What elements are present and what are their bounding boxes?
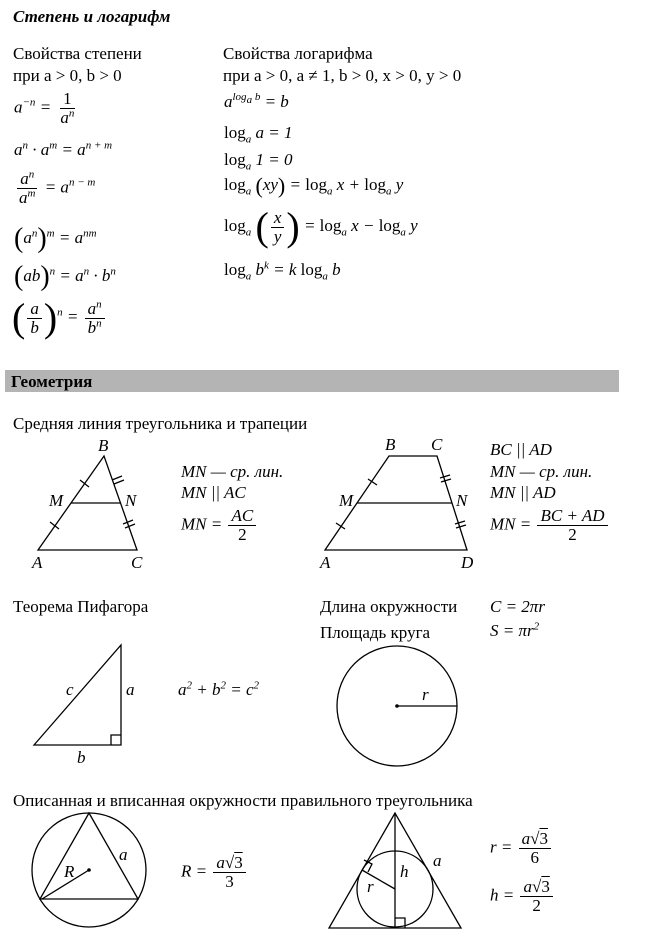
formula-log-quotient: $\log_a$ ( $\frac{x}{y}$ ) = $\log_a x - \log_a y$ <box>224 204 418 249</box>
midline-title: Средняя линия треугольника и трапеции <box>13 414 308 433</box>
pythagoras-triangle <box>34 645 121 745</box>
inscribed-figure <box>329 813 461 928</box>
label-pyth-b: b <box>77 748 86 767</box>
label-tri-N: N <box>125 491 137 510</box>
formula-circle-area: $S = \pi r^2$ <box>490 620 540 640</box>
label-circum-R: R <box>64 862 75 881</box>
label-tri-B: B <box>98 436 109 455</box>
formula-pythagoras: $a^2 + b^2 = c^2$ <box>178 679 260 699</box>
label-tri-C: C <box>131 553 143 572</box>
formula-insc-h: h = $\frac{a√3}{2}$ <box>490 878 555 915</box>
formula-product-power: $(ab)^n = a^n \cdot b^n$ <box>14 261 116 292</box>
formula-quotient-powers: $\frac{a^n}{a^m}$ = $a^{n - m}$ <box>19 168 96 207</box>
label-insc-r: r <box>367 877 374 896</box>
label-trap-M: M <box>339 491 354 510</box>
formula-circle-length: C = 2πr <box>490 597 545 616</box>
formula-log-product: $\log_a (xy) = \log_a x + \log_a y$ <box>224 173 404 199</box>
formula-log-identity: $a^{log_a b} = b$ <box>224 91 289 111</box>
label-tri-M: M <box>49 491 64 510</box>
inscribed-title: Описанная и вписанная окружности правильного треугольника <box>13 791 473 810</box>
formula-product-powers: $a^n \cdot a^m = a^{n + m}$ <box>14 139 113 159</box>
formula-insc-r: r = $\frac{a√3}{6}$ <box>490 830 553 867</box>
trap-note-bc-ad: BC || AD <box>490 440 552 459</box>
formula-quotient-power: ( $\frac{a}{b}$ )$^n$ = $\frac{a^n}{b^n}$ <box>12 298 107 338</box>
formula-trap-midline: MN = $\frac{BC + AD}{2}$ <box>490 507 610 544</box>
formula-negative-power: $a^{-n}$ = $\frac{1}{a^n}$ <box>14 89 75 127</box>
label-pyth-c: c <box>66 680 74 699</box>
formula-power-of-power: $(a^n)^m = a^{nm}$ <box>14 223 97 254</box>
label-insc-a: a <box>433 851 442 870</box>
section-title-powers-logs: Степень и логарифм <box>13 7 171 26</box>
label-trap-B: B <box>385 435 396 454</box>
label-trap-C: C <box>431 435 443 454</box>
formula-circum-R: R = $\frac{a√3}{3}$ <box>181 854 248 891</box>
label-trap-N: N <box>456 491 468 510</box>
label-tri-A: A <box>32 553 43 572</box>
circle-area-label: Площадь круга <box>320 623 431 642</box>
tri-note-midline: MN — ср. лин. <box>181 462 284 481</box>
powers-condition: при a > 0, b > 0 <box>13 66 122 85</box>
log-condition: при a > 0, a ≠ 1, b > 0, x > 0, y > 0 <box>223 66 462 85</box>
section-title-geometry: Геометрия <box>11 372 93 391</box>
trap-note-parallel: MN || AD <box>490 483 556 502</box>
label-pyth-a: a <box>126 680 135 699</box>
formula-tri-midline: MN = $\frac{AC}{2}$ <box>181 507 258 544</box>
label-circle-r: r <box>422 685 429 704</box>
label-trap-D: D <box>461 553 474 572</box>
trap-note-midline: MN — ср. лин. <box>490 462 593 481</box>
formula-log-power: $\log_a b^k = k$ $\log_a b$ <box>224 259 341 283</box>
tri-note-parallel: MN || AC <box>181 483 246 502</box>
formula-log-a-a: $\log_a a = 1$ <box>224 123 293 146</box>
log-title: Свойства логарифма <box>223 44 373 63</box>
pythagoras-title: Теорема Пифагора <box>13 597 149 616</box>
formula-log-1: $\log_a 1 = 0$ <box>224 150 293 173</box>
label-trap-A: A <box>320 553 331 572</box>
label-insc-h: h <box>400 862 409 881</box>
label-circum-a: a <box>119 845 128 864</box>
powers-title: Свойства степени <box>13 44 142 63</box>
circle-length-label: Длина окружности <box>320 597 458 616</box>
